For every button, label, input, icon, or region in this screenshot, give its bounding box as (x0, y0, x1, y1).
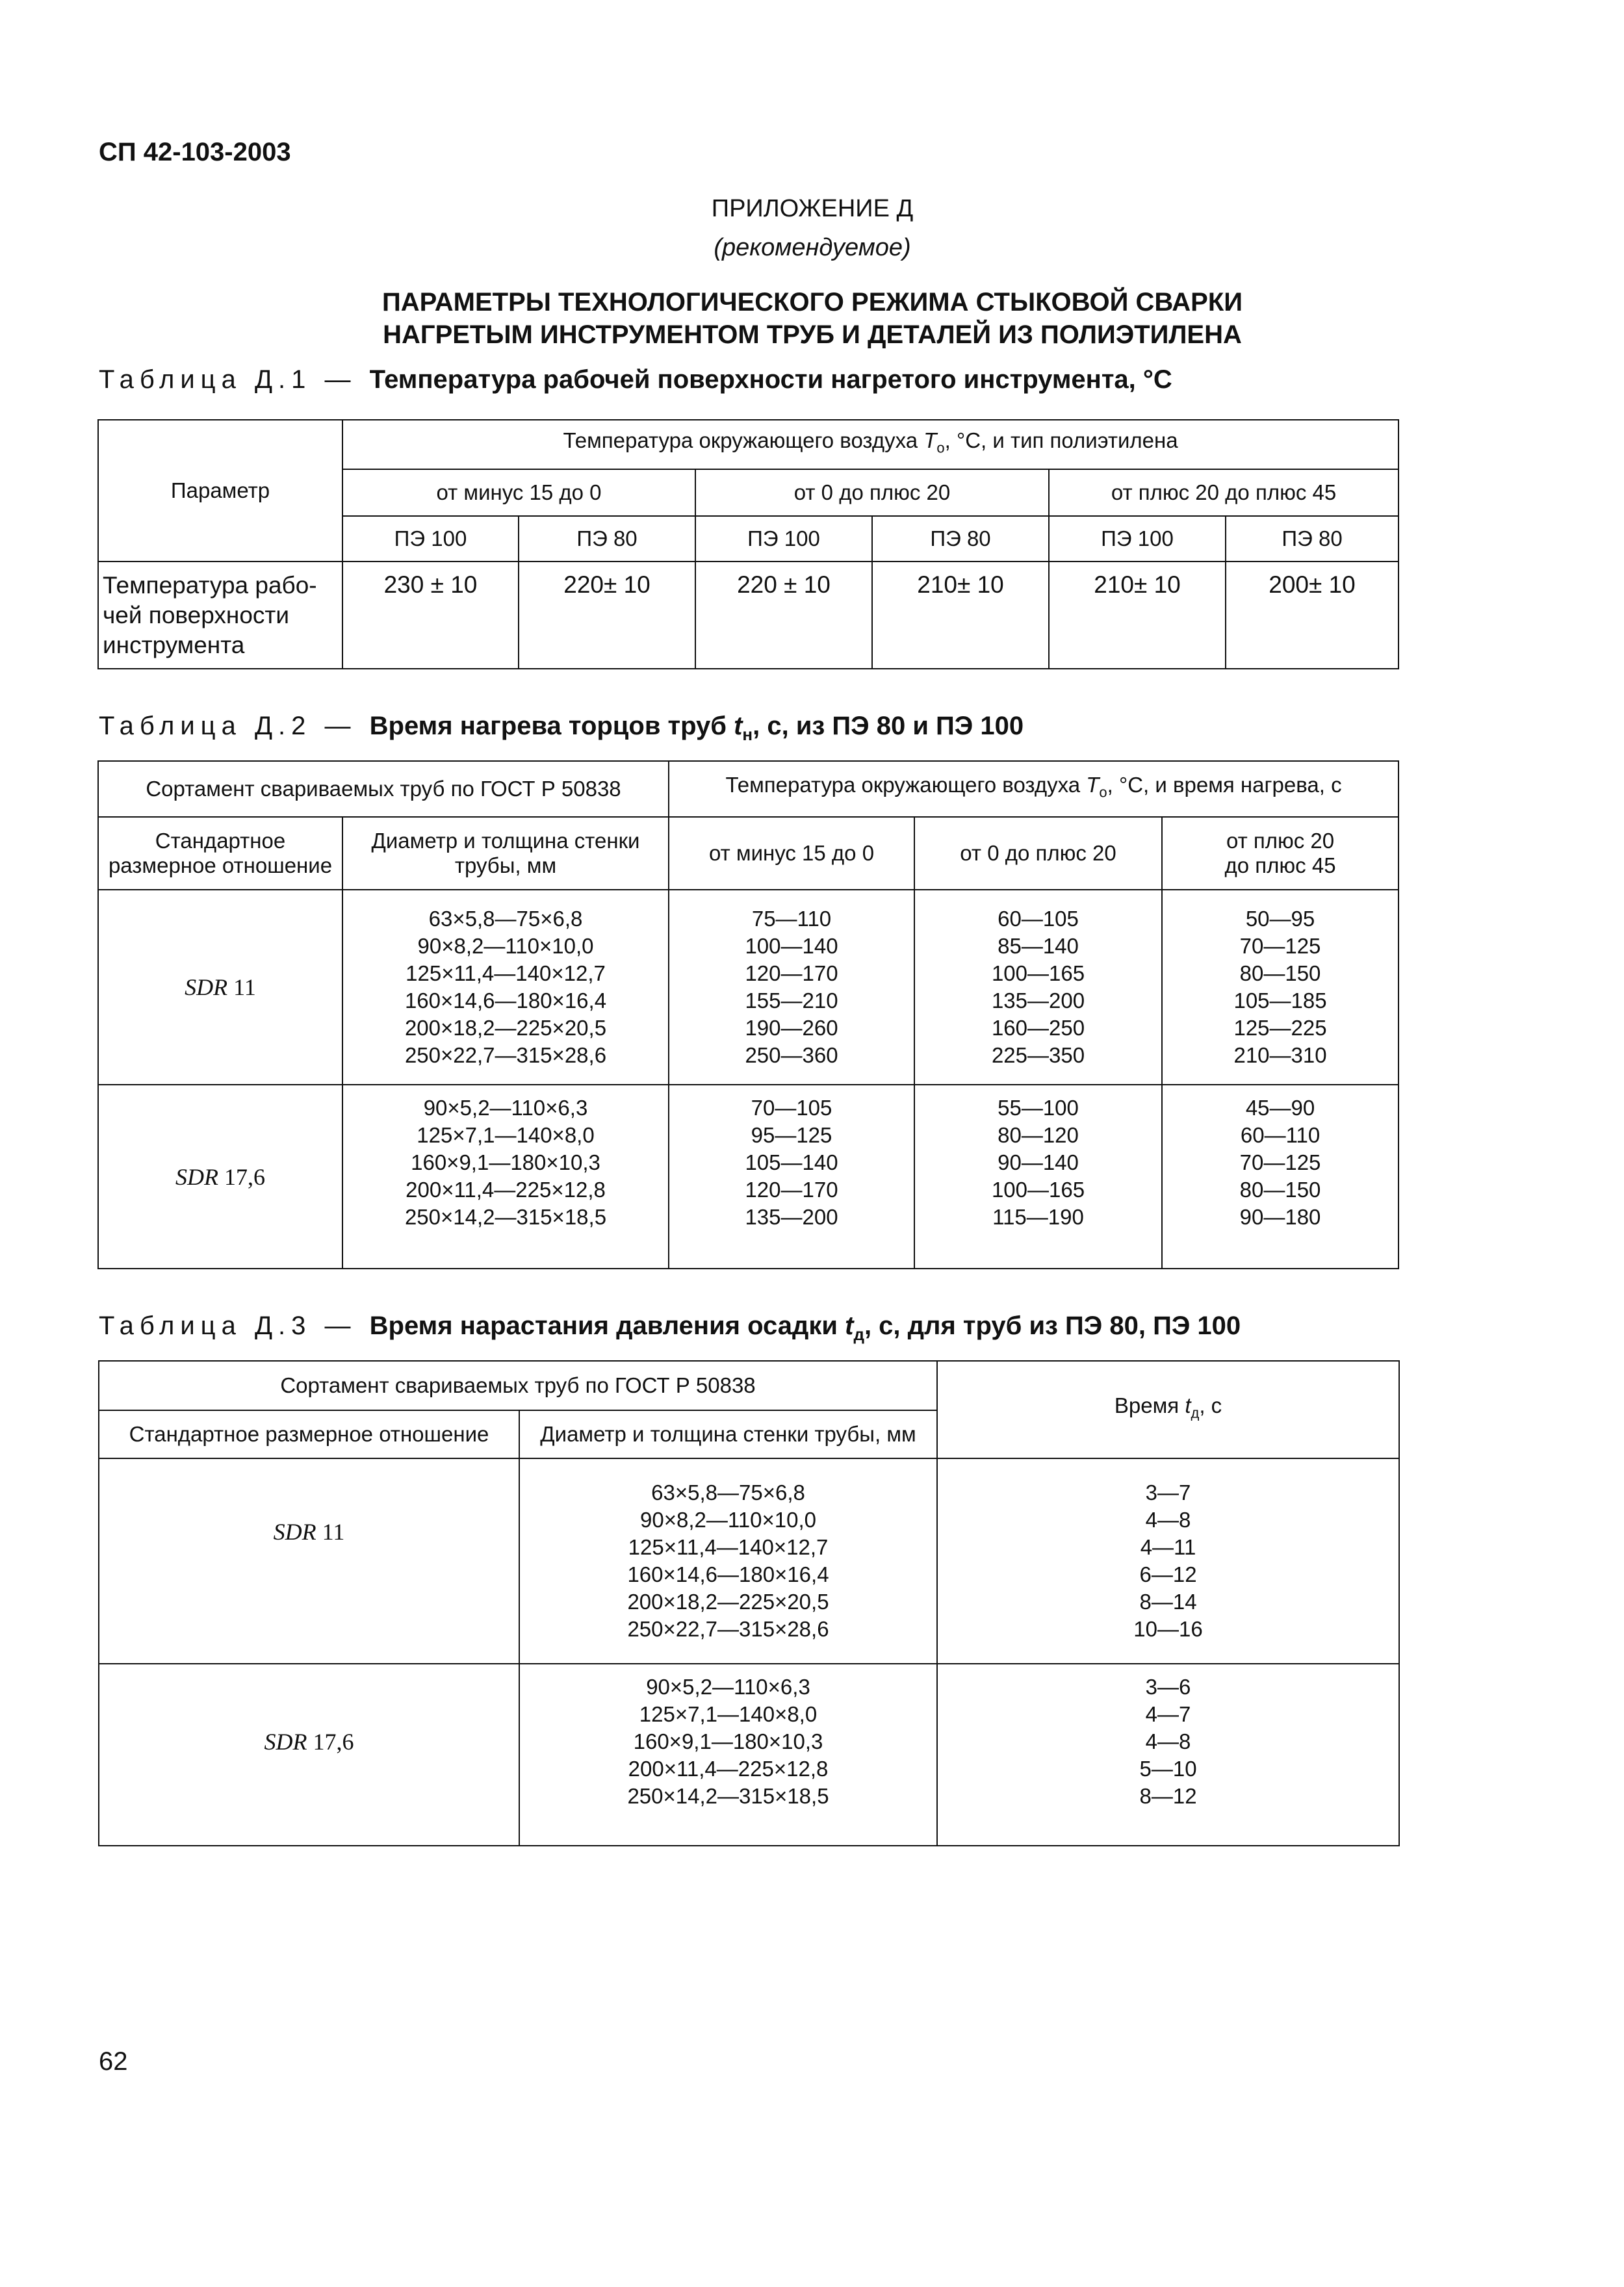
range-header: от плюс 20 до плюс 45 (1162, 817, 1398, 890)
rise-time-cell: 3—7 4—8 4—11 6—12 8—14 10—16 (937, 1458, 1399, 1664)
table-3-title: Время нарастания давления осадки $t_д$, с, для труб из ПЭ 80, ПЭ 100 (369, 1311, 1241, 1344)
row-label-tool-temperature: Температура рабо- чей поверхности инструмента (98, 562, 342, 669)
sdr-cell: SDR 17,6 (98, 1085, 342, 1269)
appendix-note: (рекомендуемое) (714, 234, 911, 261)
table-1-caption (99, 365, 1172, 394)
pe-type-header: ПЭ 100 (342, 516, 519, 562)
temperature-value: 200± 10 (1226, 562, 1398, 669)
heating-time-cell: 50—95 70—125 80—150 105—185 125—225 210—310 (1162, 890, 1398, 1085)
page-number: 62 (99, 2047, 128, 2076)
table-row (98, 1085, 1398, 1269)
time-column-header: Время $t_д$, с (937, 1361, 1399, 1458)
assortment-header: Сортамент свариваемых труб по ГОСТ Р 50838 (98, 761, 669, 817)
pe-type-header: ПЭ 100 (1049, 516, 1226, 562)
range-header: от минус 15 до 0 (669, 817, 914, 890)
pe-type-header: ПЭ 80 (1226, 516, 1398, 562)
heating-time-cell: 55—100 80—120 90—140 100—165 115—190 (914, 1085, 1162, 1269)
main-heading (97, 286, 1527, 351)
table-1 (97, 419, 1399, 669)
table-row (99, 1664, 1399, 1846)
heating-time-cell: 60—105 85—140 100—165 135—200 160—250 225—350 (914, 890, 1162, 1085)
document-code: СП 42-103-2003 (99, 138, 291, 166)
table-2-label: Таблица Д.2 — (99, 712, 370, 740)
range-header: от минус 15 до 0 (342, 469, 695, 516)
sdr-cell: SDR 17,6 (99, 1664, 519, 1846)
sdr-cell: SDR 11 (99, 1458, 519, 1664)
temperature-value: 220 ± 10 (695, 562, 872, 669)
sdr-column-header: Стандартное размерное отношение (98, 817, 342, 890)
diameter-column-header: Диаметр и толщина стенки трубы, мм (342, 817, 669, 890)
temperature-value: 230 ± 10 (342, 562, 519, 669)
table-1-title: Температура рабочей поверхности нагретого инструмента, °С (369, 365, 1172, 394)
table-1-label: Таблица Д.1 — (99, 365, 370, 394)
table-3-caption (99, 1311, 1241, 1345)
range-header: от плюс 20 до плюс 45 (1049, 469, 1398, 516)
pe-type-header: ПЭ 100 (695, 516, 872, 562)
temperature-value: 210± 10 (872, 562, 1049, 669)
param-header: Параметр (98, 420, 342, 562)
sdr-cell: SDR 11 (98, 890, 342, 1085)
pe-type-header: ПЭ 80 (872, 516, 1049, 562)
table-2-title: Время нагрева торцов труб $t_н$, с, из ПЭ 80 и ПЭ 100 (369, 712, 1024, 744)
temperature-value: 220± 10 (519, 562, 695, 669)
main-heading-line-1: ПАРАМЕТРЫ ТЕХНОЛОГИЧЕСКОГО РЕЖИМА СТЫКОВОЙ СВАРКИ (381, 288, 1243, 317)
table-2 (97, 760, 1399, 1269)
table-3-label: Таблица Д.3 — (99, 1311, 370, 1340)
main-heading-line-2: НАГРЕТЫМ ИНСТРУМЕНТОМ ТРУБ И ДЕТАЛЕЙ ИЗ ПОЛИЭТИЛЕНА (383, 320, 1242, 349)
pe-type-header: ПЭ 80 (519, 516, 695, 562)
heating-time-cell: 45—90 60—110 70—125 80—150 90—180 (1162, 1085, 1398, 1269)
range-header: от 0 до плюс 20 (914, 817, 1162, 890)
table-3 (98, 1360, 1400, 1846)
temperature-value: 210± 10 (1049, 562, 1226, 669)
appendix-title: ПРИЛОЖЕНИЕ Д (711, 195, 914, 222)
table-2-caption (99, 712, 1024, 745)
ambient-temp-header: Температура окружающего воздуха $T_о$, °С, и тип полиэтилена (342, 420, 1398, 469)
table-row (99, 1458, 1399, 1664)
diameter-cell: 63×5,8—75×6,8 90×8,2—110×10,0 125×11,4—140×12,7 160×14,6—180×16,4 200×18,2—225×20,5 250×22,7—315×28,6 (519, 1458, 937, 1664)
heating-time-cell: 70—105 95—125 105—140 120—170 135—200 (669, 1085, 914, 1269)
table-row (98, 890, 1398, 1085)
range-header: от 0 до плюс 20 (695, 469, 1049, 516)
ambient-temp-header: Температура окружающего воздуха $T_о$, °С, и время нагрева, с (669, 761, 1398, 817)
diameter-cell: 90×5,2—110×6,3 125×7,1—140×8,0 160×9,1—180×10,3 200×11,4—225×12,8 250×14,2—315×18,5 (342, 1085, 669, 1269)
diameter-cell: 90×5,2—110×6,3 125×7,1—140×8,0 160×9,1—180×10,3 200×11,4—225×12,8 250×14,2—315×18,5 (519, 1664, 937, 1846)
heating-time-cell: 75—110 100—140 120—170 155—210 190—260 250—360 (669, 890, 914, 1085)
diameter-column-header: Диаметр и толщина стенки трубы, мм (519, 1410, 937, 1458)
assortment-header: Сортамент свариваемых труб по ГОСТ Р 50838 (99, 1361, 937, 1410)
sdr-column-header: Стандартное размерное отношение (99, 1410, 519, 1458)
diameter-cell: 63×5,8—75×6,8 90×8,2—110×10,0 125×11,4—140×12,7 160×14,6—180×16,4 200×18,2—225×20,5 250×22,7—315×28,6 (342, 890, 669, 1085)
rise-time-cell: 3—6 4—7 4—8 5—10 8—12 (937, 1664, 1399, 1846)
